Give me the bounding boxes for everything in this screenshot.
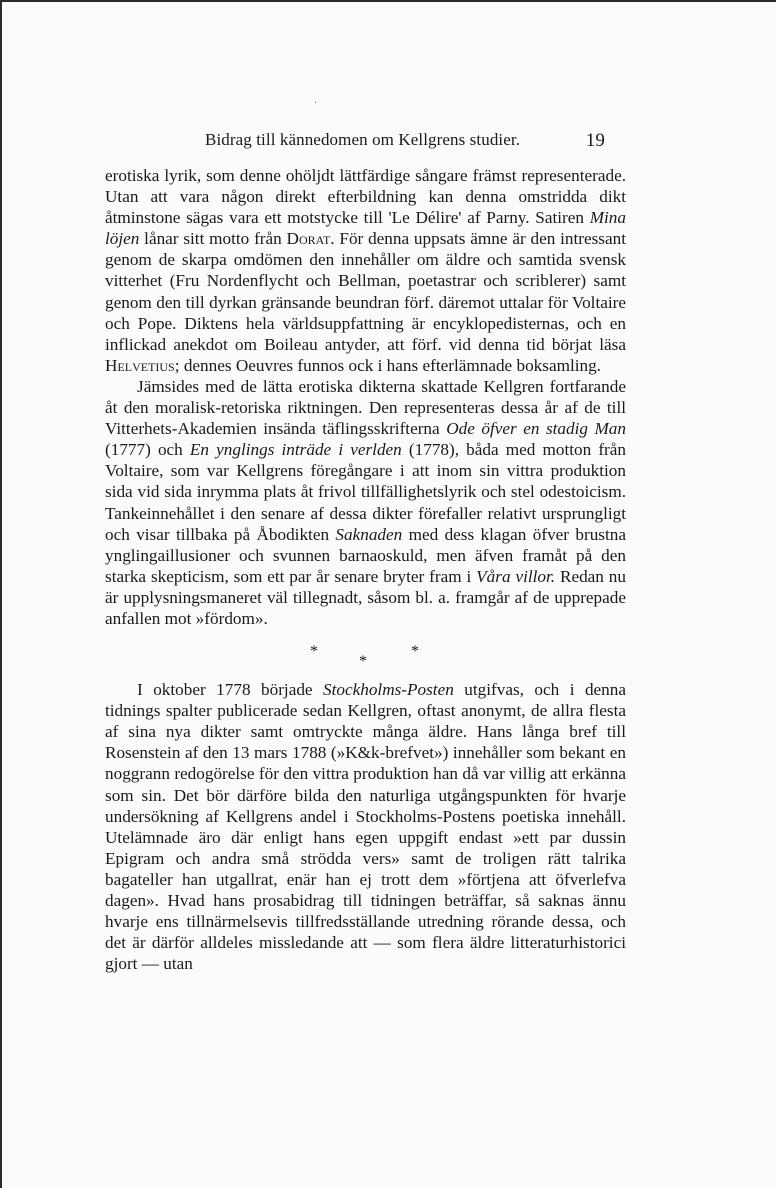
scan-speck: · <box>314 98 318 109</box>
running-title: Bidrag till kännedomen om Kellgrens studier. <box>205 130 521 149</box>
section-separator <box>105 629 626 679</box>
body-text <box>105 165 626 974</box>
running-header <box>205 130 605 154</box>
text-run: Redan nu är upplysningsmaneret väl tillegnadt, såsom bl. a. framgår af de upprepade anfallen mot »fördom». <box>105 566 626 628</box>
text-run: ; dennes Oeuvres funnos ock i hans efterlämnade boksamling. <box>174 355 601 375</box>
title-ode: Ode öfver en stadig Man <box>446 419 626 439</box>
text-run: erotiska lyrik, som denne ohöljdt lättfärdige sångare främst representerade. Utan att vara någon direkt efterbildning kan denna omstridda dikt åtminstone sägas vara ett motstycke till 'Le Délire' af Parny. Satiren <box>105 166 626 228</box>
name-helvetius: Helvetius <box>105 355 175 375</box>
paragraph-3 <box>105 679 626 974</box>
title-en-ynglings: En ynglings inträde i verlden <box>189 440 402 460</box>
text-run: I oktober 1778 började <box>137 680 324 700</box>
title-stockholms-posten: Stockholms-Posten <box>323 680 454 700</box>
text-run: Jämsides med de lätta erotiska dikterna skattade Kellgren fortfarande åt den moralisk-retoriska riktningen. Den representeras dessa år af de till Vitterhets-Akademien insända täflingsskrifterna <box>105 376 626 439</box>
text-run: utgifvas, och i denna tidnings spalter publicerade sedan Kellgren, oftast anonymt, de allra flesta af sina nya dikter samt omtryckte många äldre. Hans långa bref till Rosenstein af den 13 mars 1788 (»K&k-brefvet») innehåller som bekant en noggrann redogörelse för den vittra produktion han då var villig att erkänna som sin. Det bör därföre bilda den naturliga utgångspunkten för hvarje undersökning af Kellgrens andel i Stockholms-Postens poetiska innehåll. Utelämnade äro där enligt hans egen uppgift endast »ett par dussin Epigram och andra små strödda vers» samt de troligen rätt talrika bagateller han utgallrat, enär han ej trott dem »förtjena att öfverlefva dagen». Hvad hans prosabidrag till tidningen beträffar, så saknas ännu hvarje ens tillnärmelsevis tillfredsställande utredning rörande dessa, och det är därför alldeles missledande att — som flera äldre litteraturhistorici gjort — utan <box>105 680 626 974</box>
separator-star: * <box>359 653 367 671</box>
text-run: med dess klagan öfver brustna ynglingaillusioner och svunnen barnaoskuld, men äfven framåt på den starka skepticism, som ett par år senare bryter fram i <box>105 524 626 586</box>
paragraph-2 <box>105 376 626 629</box>
text-run: (1778), båda med motton från Voltaire, som var Kellgrens föregångare i att inom sin vittra produktion sida vid sida inrymma plats åt frivol tillfällighetslyrik och stel odestoicism. Tankeinnehållet i den senare af dessa dikter förefaller relativt ursprungligt och visar tillbaka på Åbodikten <box>105 440 626 544</box>
paragraph-1 <box>105 165 626 376</box>
text-run: lånar sitt motto från <box>139 229 287 249</box>
text-run: . För denna uppsats ämne är den intressant genom de skarpa omdömen den innehåller om äldre och samtida svensk vitterhet (Fru Nordenflycht och Bellman, poetastrar och scriblerer) samt genom den till dyrkan gränsande beundran förf. däremot uttalar för Voltaire och Pope. Diktens hela världsuppfattning är encyklopedisternas, och en inflickad anekdot om Boileau antyder, att förf. vid denna tid börjat läsa <box>105 229 626 354</box>
separator-star: * <box>310 643 318 661</box>
name-dorat: Dorat <box>286 229 331 249</box>
title-vara-villor: Våra villor. <box>476 566 556 586</box>
page-number: 19 <box>585 130 605 151</box>
text-run: (1777) och <box>105 440 190 460</box>
title-saknaden: Saknaden <box>335 524 403 544</box>
separator-star: * <box>411 643 419 661</box>
title-mina-lojen: Mina löjen <box>105 208 626 249</box>
